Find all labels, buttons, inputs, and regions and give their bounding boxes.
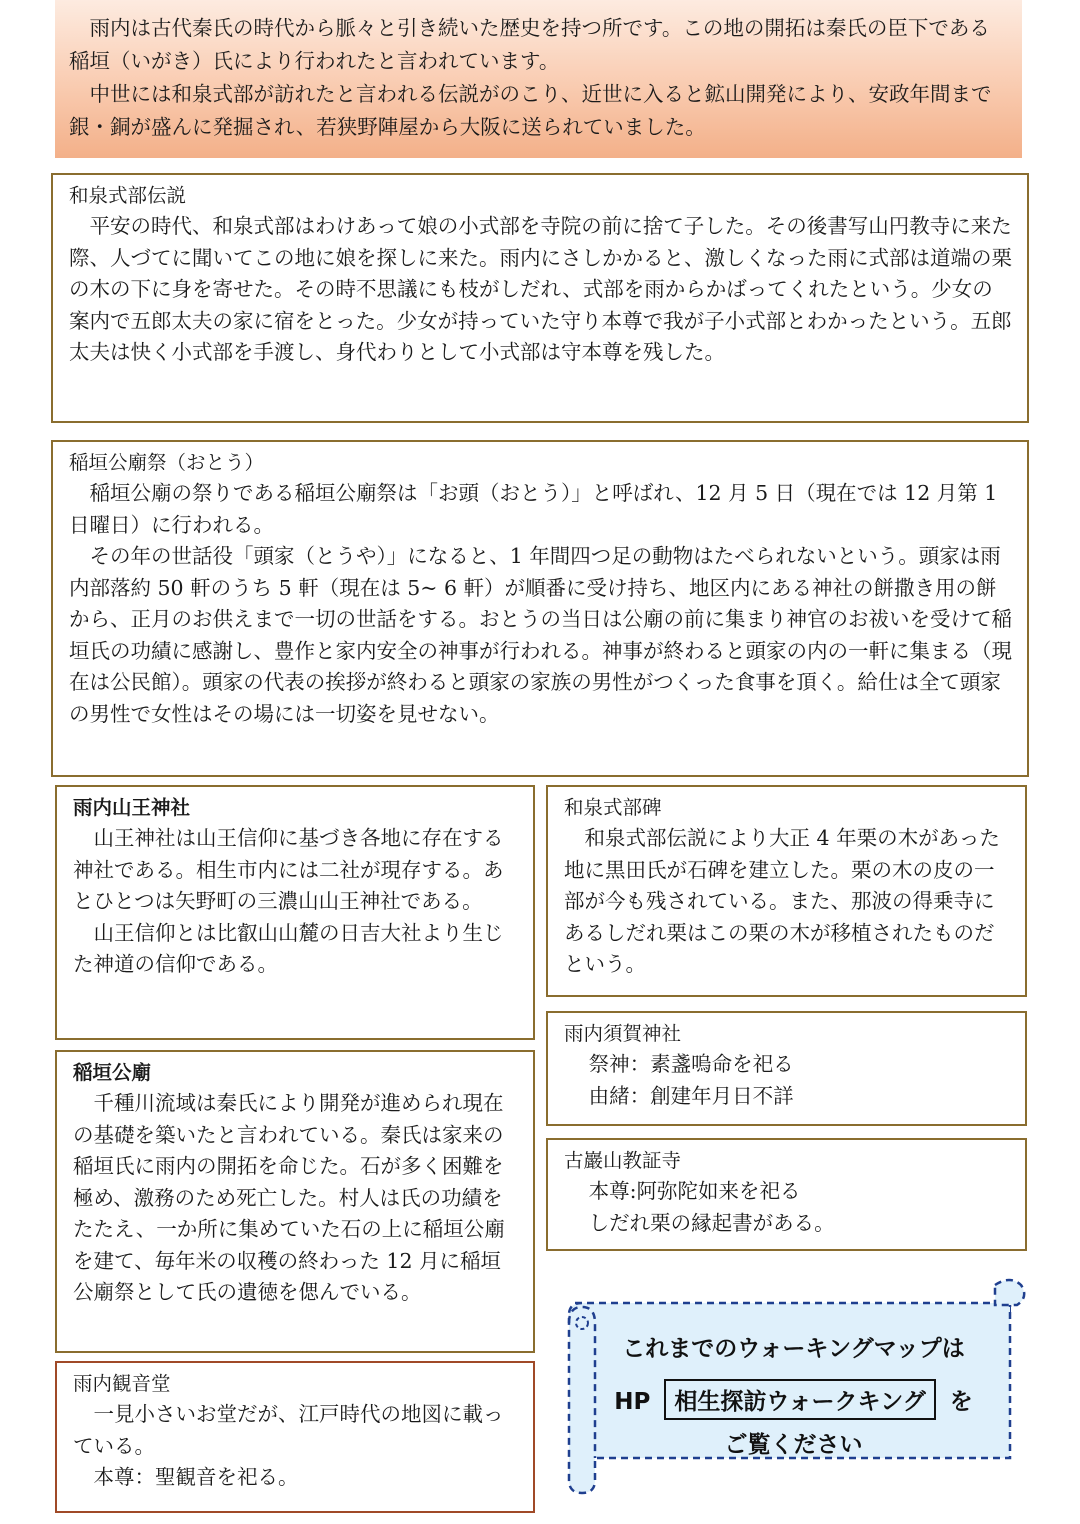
kannon-hall-box bbox=[55, 1361, 535, 1513]
notice-particle: を bbox=[949, 1389, 973, 1415]
kyoshoji-title: 古巖山教証寺 bbox=[564, 1149, 682, 1172]
notice-hp-label: HP bbox=[614, 1389, 651, 1415]
notice-line-1: これまでのウォーキングマップは bbox=[622, 1336, 965, 1362]
kannon-hall-title: 雨内観音堂 bbox=[73, 1372, 171, 1395]
notice-line-3: ご覧ください bbox=[724, 1432, 863, 1458]
inagaki-festival-box bbox=[51, 440, 1029, 777]
suga-shrine-title: 雨内須賀神社 bbox=[564, 1022, 682, 1045]
intro-banner bbox=[55, 0, 1022, 158]
site-name-link[interactable]: 相生探訪ウォークキング bbox=[664, 1379, 935, 1420]
inagaki-festival-paragraph-2: その年の世話役「頭家（とうや）」になると、1 年間四つ足の動物はたべられないという。頭家は雨内部落約 50 軒のうち 5 軒（現在は 5~ 6 軒）が順番に受け持ち、地区内にある神社の餅撒き用の餅から、正月のお供えまで一切の世話をする。おとうの当日は公廟の前に集まり神官のお祓いを受けて稲垣氏の功績に感謝し、豊作と家内安全の神事が行われる。神事が終わると頭家の内の一軒に集まる（現在は公民館）。頭家の代表の挨拶が終わると頭家の家族の男性がつくった食事を頂く。給仕は全て頭家の男性で女性はその場には一切姿を見せない。 bbox=[69, 544, 1012, 726]
sanno-shrine-paragraph-2: 山王信仰とは比叡山山麓の日吉大社より生じた神道の信仰である。 bbox=[73, 920, 504, 976]
notice-line-2 bbox=[555, 1379, 1032, 1420]
izumi-legend-title: 和泉式部伝説 bbox=[69, 184, 187, 207]
suga-shrine-box bbox=[546, 1011, 1027, 1126]
walking-map-notice bbox=[555, 1275, 1032, 1499]
kyoshoji-principal-image: 本尊:阿弥陀如来を祀る bbox=[588, 1179, 801, 1203]
inagaki-festival-title: 稲垣公廟祭（おとう） bbox=[69, 451, 265, 474]
kannon-hall-paragraph-2: 本尊：聖観音を祀る。 bbox=[93, 1465, 299, 1489]
kyoshoji-note: しだれ栗の縁起書がある。 bbox=[588, 1210, 835, 1235]
inagaki-shrine-box bbox=[55, 1050, 535, 1353]
sanno-shrine-title: 雨内山王神社 bbox=[73, 796, 191, 819]
intro-paragraph-1: 雨内は古代秦氏の時代から脈々と引き続いた歴史を持つ所です。この地の開拓は秦氏の臣下である稲垣（いがき）氏により行われたと言われています。 bbox=[69, 16, 990, 73]
inagaki-festival-paragraph-1: 稲垣公廟の祭りである稲垣公廟祭は「お頭（おとう）」と呼ばれ、12 月 5 日（現在では 12 月第 1 日曜日）に行われる。 bbox=[69, 481, 998, 537]
izumi-monument-box bbox=[546, 785, 1027, 997]
izumi-legend-body: 平安の時代、和泉式部はわけあって娘の小式部を寺院の前に捨て子した。その後書写山円教寺に来た際、人づてに聞いてこの地に娘を探しに来た。雨内にさしかかると、激しくなった雨に式部は道端の栗の木の下に身を寄せた。その時不思議にも枝がしだれ、式部を雨からかばってくれたという。少女の案内で五郎太夫の家に宿をとった。少女が持っていた守り本尊で我が子小式部とわかったという。五郎太夫は快く小式部を手渡し、身代わりとして小式部は守本尊を残した。 bbox=[69, 214, 1012, 364]
suga-shrine-deity: 祭神：素盞嗚命を祀る bbox=[588, 1052, 794, 1076]
inagaki-shrine-body: 千種川流域は秦氏により開発が進められ現在の基礎を築いたと言われている。秦氏は家来の稲垣氏に雨内の開拓を命じた。石が多く困難を極め、激務のため死亡した。村人は氏の功績をたたえ、一か所に集めていた石の上に稲垣公廟を建て、毎年米の収穫の終わった 12 月に稲垣公廟祭として氏の遺徳を偲んでいる。 bbox=[73, 1091, 505, 1304]
sanno-shrine-paragraph-1: 山王神社は山王信仰に基づき各地に存在する神社である。相生市内には二社が現存する。あとひとつは矢野町の三濃山山王神社である。 bbox=[73, 826, 504, 913]
izumi-monument-title: 和泉式部碑 bbox=[564, 796, 662, 819]
izumi-legend-box bbox=[51, 173, 1029, 423]
sanno-shrine-box bbox=[55, 785, 535, 1040]
izumi-monument-body: 和泉式部伝説により大正 4 年栗の木があった地に黒田氏が石碑を建立した。栗の木の皮の一部が今も残されている。また、那波の得乗寺にあるしだれ栗はこの栗の木が移植されたものだという。 bbox=[564, 826, 1000, 976]
kannon-hall-paragraph-1: 一見小さいお堂だが、江戸時代の地図に載っている。 bbox=[73, 1402, 504, 1458]
suga-shrine-origin: 由緒：創建年月日不詳 bbox=[588, 1083, 794, 1108]
kyoshoji-box bbox=[546, 1138, 1027, 1251]
intro-paragraph-2: 中世には和泉式部が訪れたと言われる伝説がのこり、近世に入ると鉱山開発により、安政年間まで銀・銅が盛んに発掘され、若狭野陣屋から大阪に送られていました。 bbox=[69, 82, 992, 139]
inagaki-shrine-title: 稲垣公廟 bbox=[73, 1061, 152, 1084]
